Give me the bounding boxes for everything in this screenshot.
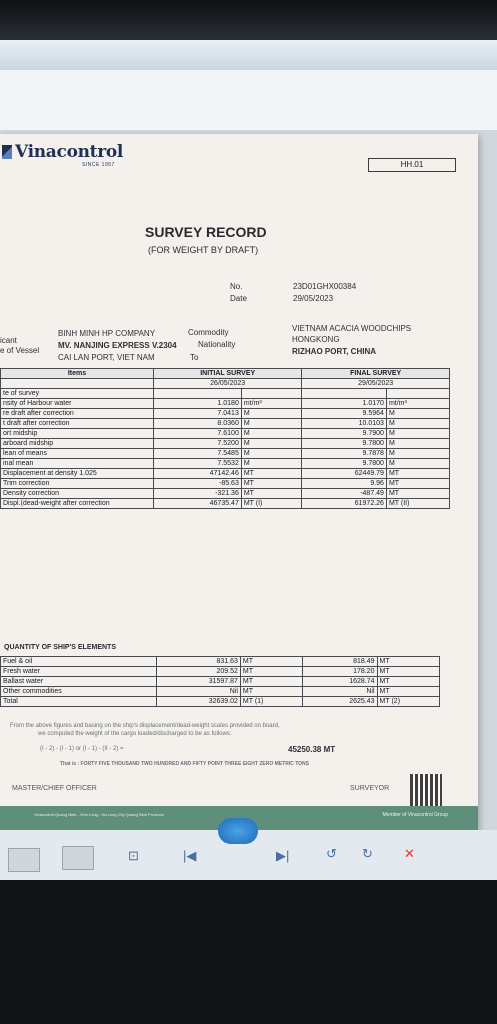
cell-initial: 209.52 — [157, 667, 241, 677]
delete-button[interactable]: ✕ — [404, 846, 415, 861]
statement-text: From the above figures and basing on the ship's displacement/dead-weight scales provided on board, — [10, 723, 280, 729]
cell-unit-i: MT (1) — [240, 697, 302, 707]
master-label: MASTER/CHIEF OFFICER — [12, 785, 97, 792]
cell-item: arboard midship — [1, 439, 154, 449]
cell-item: Fuel & oil — [1, 657, 157, 667]
cell-unit-f: MT — [386, 469, 449, 479]
cell-initial: 7.5532 — [154, 459, 242, 469]
cell-item: nsity of Harbour water — [1, 399, 154, 409]
document-title: SURVEY RECORD — [145, 224, 267, 240]
cell-item: re draft after correction — [1, 409, 154, 419]
cell-final: -487.49 — [302, 489, 387, 499]
cell-unit-i: MT — [241, 469, 302, 479]
date-row-label — [1, 379, 154, 389]
cell-unit-f: MT — [377, 687, 439, 697]
cell-initial: 7.6100 — [154, 429, 242, 439]
to-port: RIZHAO PORT, CHINA — [292, 347, 376, 356]
cell-unit-i: MT — [240, 687, 302, 697]
cell-item: Fresh water — [1, 667, 157, 677]
cell-initial: -321.36 — [154, 489, 242, 499]
document-subtitle: (FOR WEIGHT BY DRAFT) — [148, 245, 259, 255]
cell-final: 10.0103 — [302, 419, 387, 429]
table-row — [1, 439, 450, 449]
cell-final: 62449.79 — [302, 469, 387, 479]
next-button[interactable]: ▶| — [276, 848, 290, 863]
cell-initial: 7.0413 — [154, 409, 242, 419]
cell-initial: Nil — [157, 687, 241, 697]
from-port: CAI LAN PORT, VIET NAM — [58, 353, 155, 362]
applicant-label: icant — [0, 336, 17, 345]
logo-since: SINCE 1957 — [82, 162, 115, 168]
footer-address: Vinacontrol Quang Ninh - Vinh Long - Ha Long City Quang Ninh Province — [34, 812, 164, 817]
cell-final: 61972.26 — [302, 499, 387, 509]
vinacontrol-logo: Vinacontrol — [2, 142, 123, 162]
form-code: HH.01 — [368, 158, 456, 172]
cell-unit-i: MT — [241, 479, 302, 489]
desk-surface — [0, 880, 497, 1024]
header-final: FINAL SURVEY — [302, 369, 450, 379]
table-row — [1, 429, 450, 439]
qr-code-icon — [410, 774, 442, 806]
cell-unit-f: M — [386, 439, 449, 449]
header-items: Items — [1, 369, 154, 379]
cell-final: 178.20 — [303, 667, 377, 677]
commodity-label: Commodity — [188, 328, 229, 337]
statement-text-2: we computed the weight of the cargo loaded/discharged to be as follows: — [38, 731, 232, 737]
thumbnail-2[interactable] — [62, 846, 94, 870]
cell-unit-f: M — [386, 409, 449, 419]
table-row — [1, 389, 450, 399]
cell-unit-i — [241, 389, 302, 399]
cell-unit-i: M — [241, 429, 302, 439]
header-initial: INITIAL SURVEY — [154, 369, 302, 379]
surveyor-label: SURVEYOR — [350, 785, 390, 792]
cell-unit-f: MT — [377, 657, 439, 667]
no-value: 23D01GHX00384 — [293, 282, 357, 291]
cell-unit-f: MT — [377, 677, 439, 687]
to-label: To — [190, 353, 199, 362]
survey-document — [0, 134, 478, 834]
cell-item: Ballast water — [1, 677, 157, 687]
cell-final: 1.0170 — [302, 399, 387, 409]
cell-item: t draft after correction — [1, 419, 154, 429]
cell-final: 2625.43 — [303, 697, 377, 707]
cell-item: Density correction — [1, 489, 154, 499]
cell-final: 9.7800 — [302, 459, 387, 469]
viewer-header — [0, 70, 497, 131]
cell-item: ort midship — [1, 429, 154, 439]
cell-unit-i: M — [241, 459, 302, 469]
cell-unit-f: M — [386, 449, 449, 459]
result-words: That is : FORTY FIVE THOUSAND TWO HUNDRED AND FIFTY POINT THREE EIGHT ZERO METRIC TONS — [60, 761, 309, 767]
cell-unit-f: M — [386, 459, 449, 469]
nationality-label: Nationality — [198, 340, 236, 349]
table-row — [1, 479, 450, 489]
cell-unit-i: MT — [240, 667, 302, 677]
cell-item: inal mean — [1, 459, 154, 469]
rotate-right-button[interactable]: ↻ — [362, 846, 373, 861]
date-label: Date — [230, 294, 247, 303]
cell-initial: 8.0360 — [154, 419, 242, 429]
table-header-row — [1, 369, 450, 379]
formula-text: (I - 2) - (I - 1) or (I - 1) - (II - 2) = — [40, 746, 124, 752]
cell-unit-f: MT — [377, 667, 439, 677]
cell-unit-f: MT — [386, 479, 449, 489]
cell-unit-i: M — [241, 439, 302, 449]
table-row — [1, 459, 450, 469]
table-row — [1, 469, 450, 479]
cell-final — [302, 389, 387, 399]
cell-unit-f: MT (2) — [377, 697, 439, 707]
cell-final: 9.96 — [302, 479, 387, 489]
nationality-value: HONGKONG — [292, 335, 340, 344]
elements-table — [0, 656, 440, 707]
initial-date: 26/05/2023 — [154, 379, 302, 389]
rotate-left-button[interactable]: ↺ — [326, 846, 337, 861]
cell-final: Nil — [303, 687, 377, 697]
cell-final: 9.7800 — [302, 439, 387, 449]
cell-unit-i: MT (I) — [241, 499, 302, 509]
cell-initial: 46735.47 — [154, 499, 242, 509]
footer-member: Member of Vinacontrol Group — [382, 812, 448, 818]
cell-unit-i: M — [241, 419, 302, 429]
cell-initial: 7.5200 — [154, 439, 242, 449]
cell-initial — [154, 389, 242, 399]
cell-unit-i: MT — [240, 657, 302, 667]
applicant-value: BINH MINH HP COMPANY — [58, 329, 156, 338]
cell-unit-f: mt/m³ — [386, 399, 449, 409]
elements-section-title: QUANTITY OF SHIP'S ELEMENTS — [4, 644, 116, 651]
cell-item: Total — [1, 697, 157, 707]
final-date: 29/05/2023 — [302, 379, 450, 389]
cell-unit-i: MT — [241, 489, 302, 499]
survey-table — [0, 368, 450, 509]
cell-unit-i: MT — [240, 677, 302, 687]
screen — [0, 40, 497, 880]
window-title-bar — [0, 40, 497, 70]
cell-item: Trim correction — [1, 479, 154, 489]
thumbnail-1[interactable] — [8, 848, 40, 872]
cell-unit-i: M — [241, 449, 302, 459]
table-row — [1, 697, 440, 707]
cell-unit-i: mt/m³ — [241, 399, 302, 409]
cell-initial: 7.5485 — [154, 449, 242, 459]
logo-mark-icon — [2, 145, 12, 159]
cell-initial: 1.0180 — [154, 399, 242, 409]
cell-item: Other commodities — [1, 687, 157, 697]
cell-final: 9.7900 — [302, 429, 387, 439]
cell-unit-f: MT — [386, 489, 449, 499]
cell-final: 9.5964 — [302, 409, 387, 419]
cell-final: 1628.74 — [303, 677, 377, 687]
table-row — [1, 657, 440, 667]
cell-initial: 831.63 — [157, 657, 241, 667]
cell-initial: 32639.02 — [157, 697, 241, 707]
date-value: 29/05/2023 — [293, 294, 334, 303]
cell-unit-i: M — [241, 409, 302, 419]
cell-initial: 47142.46 — [154, 469, 242, 479]
actual-size-icon[interactable]: ⊡ — [128, 848, 139, 863]
cell-final: 9.7878 — [302, 449, 387, 459]
table-row — [1, 687, 440, 697]
cell-final: 818.49 — [303, 657, 377, 667]
table-row — [1, 419, 450, 429]
table-row — [1, 499, 450, 509]
table-row — [1, 667, 440, 677]
slideshow-button[interactable] — [218, 818, 258, 844]
commodity-value: VIETNAM ACACIA WOODCHIPS — [292, 324, 412, 333]
cell-unit-f: M — [386, 429, 449, 439]
cell-unit-f: M — [386, 419, 449, 429]
cell-initial: 31597.87 — [157, 677, 241, 687]
table-row — [1, 677, 440, 687]
cell-item: Displacement at density 1.025 — [1, 469, 154, 479]
table-row — [1, 399, 450, 409]
cell-initial: -85.63 — [154, 479, 242, 489]
table-row — [1, 449, 450, 459]
table-row — [1, 409, 450, 419]
result-value: 45250.38 MT — [288, 745, 336, 754]
vessel-value: MV. NANJING EXPRESS V.2304 — [58, 341, 177, 350]
cell-unit-f — [386, 389, 449, 399]
no-label: No. — [230, 282, 243, 291]
previous-button[interactable]: |◀ — [183, 848, 197, 863]
cell-unit-f: MT (II) — [386, 499, 449, 509]
cell-item: te of survey — [1, 389, 154, 399]
image-viewer — [0, 130, 497, 830]
vessel-label: e of Vessel — [0, 346, 40, 355]
table-row — [1, 489, 450, 499]
cell-item: Displ.(dead-weight after correction — [1, 499, 154, 509]
monitor-bezel — [0, 0, 497, 40]
survey-date-row — [1, 379, 450, 389]
cell-item: lean of means — [1, 449, 154, 459]
